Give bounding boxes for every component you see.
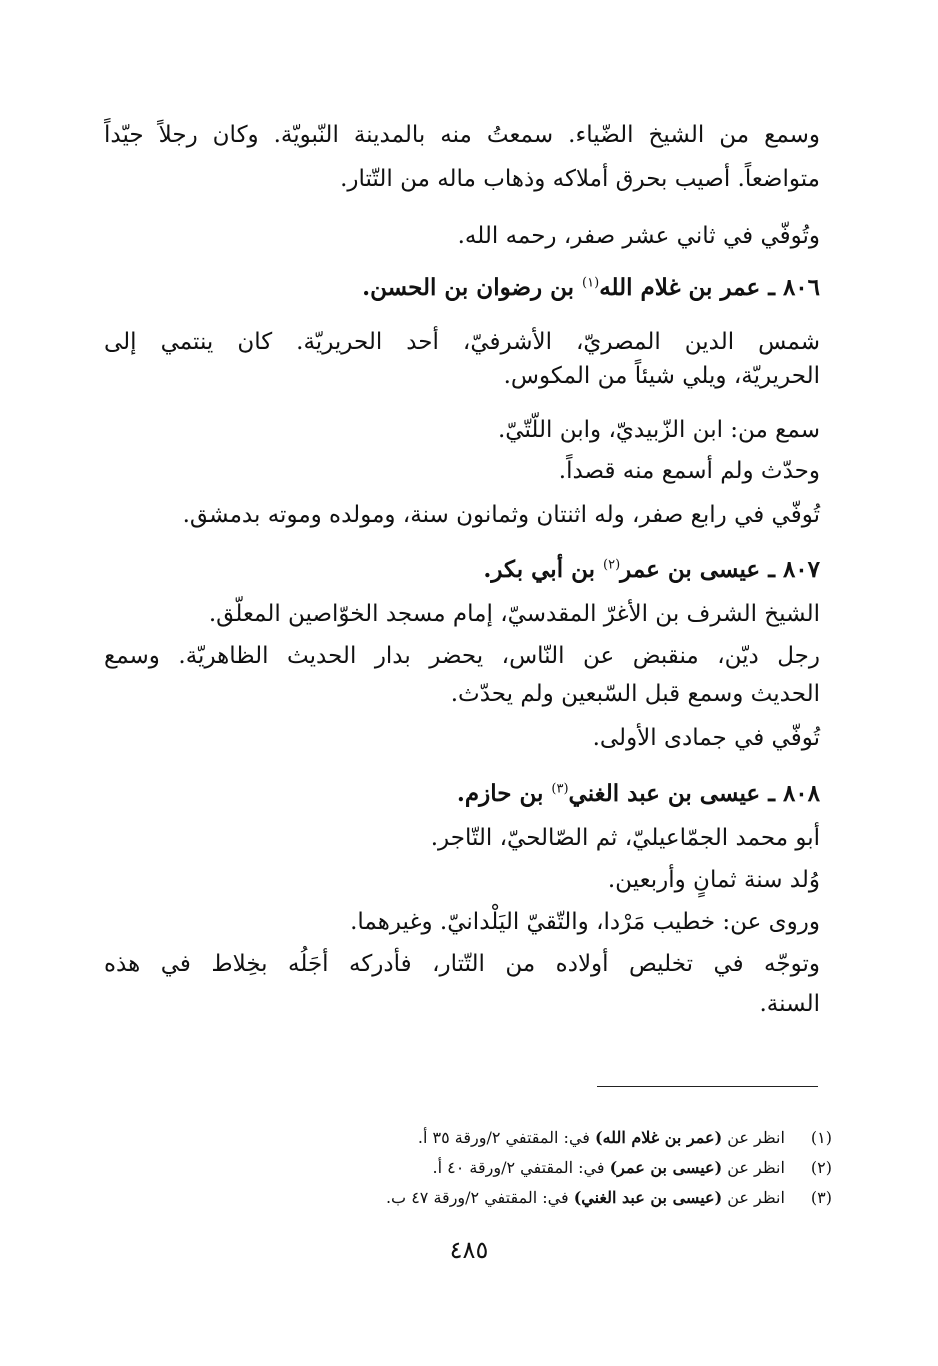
entry-number: ٨٠٦ ـ xyxy=(768,274,820,301)
footnote-subject: (عمر بن غلام الله) xyxy=(595,1128,723,1147)
footnote-source: في: المقتفي ٢/ورقة ٤٠ أ. xyxy=(432,1158,605,1177)
entry-name-rest: بن رضوان بن الحسن. xyxy=(362,274,575,301)
entry-number: ٨٠٧ ـ xyxy=(768,556,820,583)
footnote-3 xyxy=(386,1185,832,1211)
footnote-1 xyxy=(418,1125,832,1151)
text-line: أبو محمد الجمّاعيليّ، ثم الصّالحيّ، التّاجر. xyxy=(430,825,820,851)
entry-heading-807 xyxy=(483,552,820,588)
text-line: وتُوفّي في ثاني عشر صفر، رحمه الله. xyxy=(457,223,820,249)
footnote-subject: (عيسى بن عبد الغني) xyxy=(573,1188,723,1207)
entry-name: عيسى بن عمر xyxy=(620,556,761,583)
entry-heading-808 xyxy=(457,776,820,812)
footnote-ref: (٣) xyxy=(551,781,569,797)
text-line: الحريريّة، ويلي شيئاً من المكوس. xyxy=(503,363,820,389)
text-line: شمس الدين المصريّ، الأشرفيّ، أحد الحريريّة. كان ينتمي إلى xyxy=(104,329,820,355)
entry-name-rest: بن حازم. xyxy=(456,780,544,807)
footnote-prefix: انظر عن xyxy=(727,1188,785,1207)
text-line: سمع من: ابن الزّبيديّ، وابن اللّتّيّ. xyxy=(497,417,820,443)
footnote-number: (٣) xyxy=(810,1188,832,1207)
footnote-prefix: انظر عن xyxy=(727,1158,785,1177)
entry-number: ٨٠٨ ـ xyxy=(768,780,820,807)
footnote-ref: (٢) xyxy=(603,557,621,573)
text-line: وروى عن: خطيب مَرْدا، والتّقيّ اليَلْدانيّ. وغيرهما. xyxy=(350,909,820,935)
text-line: وُلد سنة ثمانٍ وأربعين. xyxy=(607,867,820,893)
entry-heading-806 xyxy=(362,270,820,306)
text-line: وسمع من الشيخ الضّياء. سمعتُ منه بالمدينة النّبويّة. وكان رجلاً جيّداً xyxy=(104,122,820,148)
footnote-number: (٢) xyxy=(810,1158,832,1177)
text-line: السنة. xyxy=(759,991,820,1017)
entry-name-rest: بن أبي بكر. xyxy=(483,556,596,583)
text-line: تُوفّي في رابع صفر، وله اثنتان وثمانون سنة، ومولده وموته بدمشق. xyxy=(182,502,820,528)
text-line: وحدّث ولم أسمع منه قصداً. xyxy=(558,458,820,484)
text-line: الحديث وسمع قبل السّبعين ولم يحدّث. xyxy=(450,681,820,707)
footnote-ref: (١) xyxy=(582,275,600,291)
footnote-source: في: المقتفي ٢/ورقة ٣٥ أ. xyxy=(417,1128,590,1147)
entry-name: عيسى بن عبد الغني xyxy=(568,780,761,807)
footnote-number: (١) xyxy=(810,1128,832,1147)
footnote-subject: (عيسى بن عمر) xyxy=(609,1158,723,1177)
footnote-2 xyxy=(432,1155,832,1181)
text-line: رجل ديّن، منقبض عن النّاس، يحضر بدار الحديث الظاهريّة. وسمع xyxy=(104,643,820,669)
footnote-prefix: انظر عن xyxy=(727,1128,785,1147)
footnote-divider xyxy=(597,1086,818,1087)
entry-name: عمر بن غلام الله xyxy=(599,274,761,301)
text-line: متواضعاً. أصيب بحرق أملاكه وذهاب ماله من التّتار. xyxy=(340,166,820,192)
text-line: وتوجّه في تخليص أولاده من التّتار، فأدركه أجَلُه بخِلاط في هذه xyxy=(104,951,820,977)
text-line: تُوفّي في جمادى الأولى. xyxy=(592,725,820,751)
footnote-source: في: المقتفي ٢/ورقة ٤٧ ب. xyxy=(385,1188,569,1207)
page-number: ٤٨٥ xyxy=(449,1236,489,1264)
text-line: الشيخ الشرف بن الأغرّ المقدسيّ، إمام مسجد الخوّاصين المعلّق. xyxy=(208,601,820,627)
